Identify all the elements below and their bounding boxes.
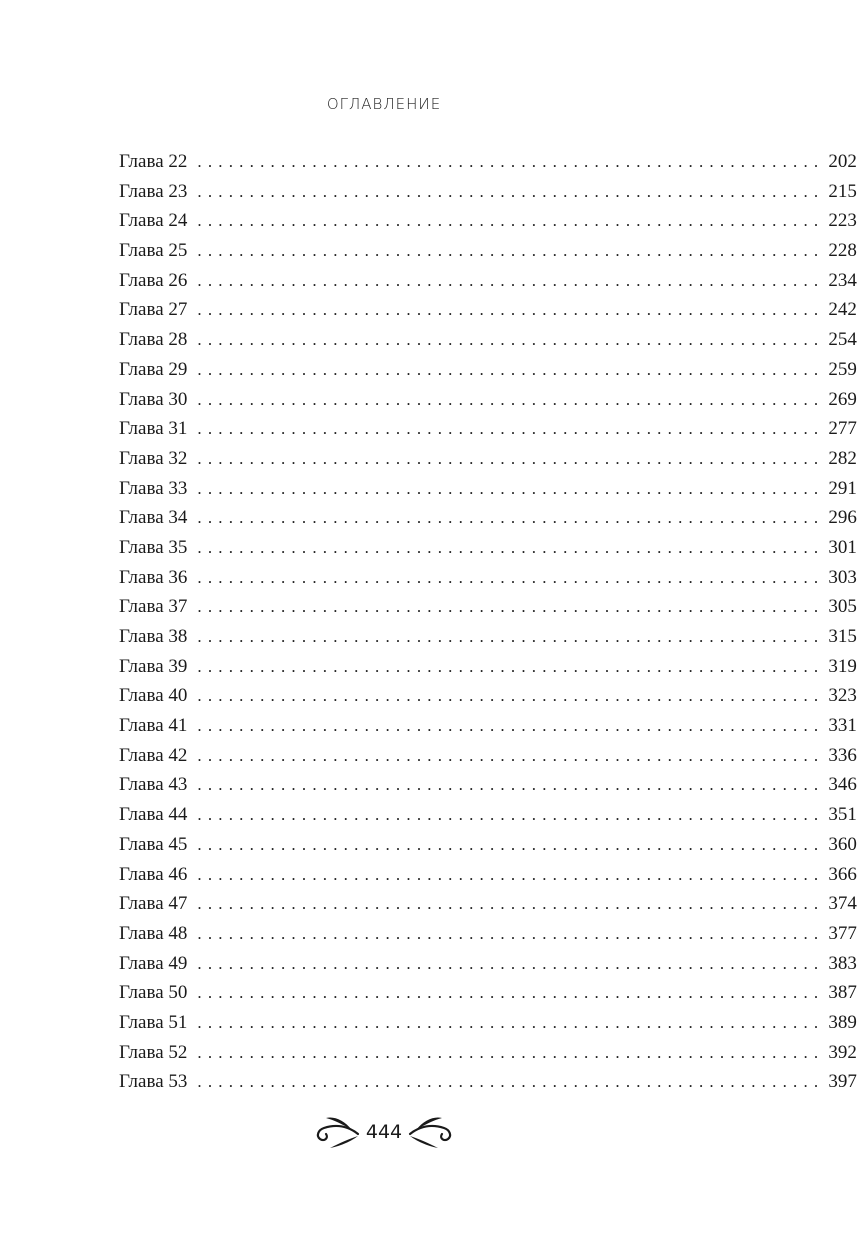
toc-entry-page: 282	[828, 447, 857, 469]
toc-dot-leader: ............................................................	[197, 419, 825, 439]
toc-entry-label: Глава 26	[119, 269, 188, 291]
toc-dot-leader: ............................................................	[197, 537, 825, 557]
toc-entry-page: 366	[828, 863, 857, 885]
toc-entry-page: 377	[828, 922, 857, 944]
toc-entry	[119, 355, 857, 385]
page-footer	[0, 1112, 768, 1152]
flourish-right-icon	[408, 1112, 454, 1152]
toc-entry-page: 303	[828, 566, 857, 588]
toc-entry	[119, 414, 857, 444]
toc-entry	[119, 652, 857, 682]
toc-dot-leader: ............................................................	[197, 834, 825, 854]
toc-entry-page: 202	[828, 151, 857, 172]
toc-entry-page: 360	[828, 833, 857, 855]
toc-entry-page: 269	[828, 388, 857, 410]
toc-entry-page: 223	[828, 210, 857, 232]
toc-entry-label: Глава 27	[119, 299, 188, 321]
toc-entry	[119, 295, 857, 325]
toc-dot-leader: ............................................................	[197, 923, 825, 943]
toc-entry-page: 296	[828, 507, 857, 529]
toc-entry-label: Глава 22	[119, 151, 188, 172]
toc-entry-label: Глава 40	[119, 685, 188, 707]
toc-dot-leader: ............................................................	[197, 241, 825, 261]
toc-entry-page: 319	[828, 655, 857, 677]
toc-entry	[119, 622, 857, 652]
toc-entry-label: Глава 51	[119, 1011, 188, 1033]
toc-entry-page: 389	[828, 1011, 857, 1033]
toc-entry	[119, 236, 857, 266]
toc-entry	[119, 978, 857, 1008]
page-title-text: оглавление	[326, 90, 442, 114]
toc-entry-label: Глава 33	[119, 477, 188, 499]
toc-entry-page: 374	[828, 893, 857, 915]
toc-entry-page: 392	[828, 1041, 857, 1063]
toc-dot-leader: ............................................................	[197, 656, 825, 676]
toc-entry-label: Глава 50	[119, 982, 188, 1004]
toc-entry	[119, 1008, 857, 1038]
toc-entry-label: Глава 25	[119, 240, 188, 262]
toc-dot-leader: ............................................................	[197, 1012, 825, 1032]
toc-entry-label: Глава 42	[119, 744, 188, 766]
toc-entry	[119, 1067, 857, 1097]
toc-entry-label: Глава 32	[119, 447, 188, 469]
toc-entry-label: Глава 23	[119, 180, 188, 202]
toc-entry	[119, 266, 857, 296]
toc-entry-label: Глава 39	[119, 655, 188, 677]
toc-entry-page: 259	[828, 358, 857, 380]
toc-dot-leader: ............................................................	[197, 953, 825, 973]
toc-entry	[119, 711, 857, 741]
toc-entry-label: Глава 31	[119, 418, 188, 440]
toc-entry-label: Глава 52	[119, 1041, 188, 1063]
toc-entry-page: 315	[828, 626, 857, 647]
toc-dot-leader: ............................................................	[197, 359, 825, 379]
toc-entry	[119, 919, 857, 949]
toc-entry	[119, 444, 857, 474]
toc-entry	[119, 1038, 857, 1068]
toc-entry-label: Глава 29	[119, 358, 188, 380]
toc-dot-leader: ............................................................	[197, 330, 825, 350]
toc-entry-page: 383	[828, 952, 857, 974]
toc-entry-label: Глава 24	[119, 210, 188, 232]
toc-dot-leader: ............................................................	[197, 508, 825, 528]
table-of-contents	[119, 147, 857, 1097]
toc-entry-page: 242	[828, 299, 857, 321]
toc-dot-leader: ............................................................	[197, 716, 825, 736]
page-title	[0, 90, 768, 114]
toc-entry-page: 301	[828, 536, 857, 558]
toc-entry-label: Глава 45	[119, 833, 188, 855]
toc-dot-leader: ............................................................	[197, 745, 825, 765]
toc-entry	[119, 770, 857, 800]
toc-dot-leader: ............................................................	[197, 627, 825, 646]
toc-entry	[119, 503, 857, 533]
toc-dot-leader: ............................................................	[197, 805, 825, 825]
toc-entry-page: 234	[828, 269, 857, 291]
toc-dot-leader: ............................................................	[197, 686, 825, 706]
toc-entry	[119, 800, 857, 830]
toc-entry-label: Глава 28	[119, 329, 188, 351]
toc-entry-label: Глава 37	[119, 596, 188, 618]
toc-entry-label: Глава 35	[119, 536, 188, 558]
toc-entry-page: 331	[828, 715, 857, 737]
toc-dot-leader: ............................................................	[197, 478, 825, 498]
toc-dot-leader: ............................................................	[197, 152, 825, 171]
toc-entry-page: 336	[828, 744, 857, 766]
toc-entry	[119, 830, 857, 860]
toc-dot-leader: ............................................................	[197, 567, 825, 587]
toc-entry	[119, 889, 857, 919]
toc-entry-label: Глава 36	[119, 566, 188, 588]
toc-entry	[119, 177, 857, 207]
toc-dot-leader: ............................................................	[197, 597, 825, 617]
toc-entry-label: Глава 53	[119, 1071, 188, 1093]
toc-entry-label: Глава 46	[119, 863, 188, 885]
toc-entry	[119, 385, 857, 415]
toc-dot-leader: ............................................................	[197, 983, 825, 1003]
toc-entry	[119, 147, 857, 177]
toc-entry-label: Глава 34	[119, 507, 188, 529]
toc-entry-page: 277	[828, 418, 857, 440]
toc-entry-page: 228	[828, 240, 857, 262]
toc-entry	[119, 592, 857, 622]
toc-entry	[119, 949, 857, 979]
toc-entry	[119, 206, 857, 236]
toc-entry-page: 305	[828, 596, 857, 618]
toc-entry-page: 351	[828, 804, 857, 826]
toc-entry	[119, 563, 857, 593]
toc-entry	[119, 860, 857, 890]
toc-entry-label: Глава 48	[119, 922, 188, 944]
toc-entry-label: Глава 47	[119, 893, 188, 915]
toc-entry-page: 387	[828, 982, 857, 1004]
toc-entry-page: 397	[828, 1071, 857, 1093]
toc-dot-leader: ............................................................	[197, 300, 825, 320]
toc-dot-leader: ............................................................	[197, 181, 825, 201]
toc-entry	[119, 741, 857, 771]
toc-dot-leader: ............................................................	[197, 389, 825, 409]
toc-entry-page: 291	[828, 477, 857, 499]
toc-dot-leader: ............................................................	[197, 1042, 825, 1062]
toc-dot-leader: ............................................................	[197, 894, 825, 914]
toc-entry-label: Глава 44	[119, 804, 188, 826]
toc-entry-page: 323	[828, 685, 857, 707]
toc-dot-leader: ............................................................	[197, 775, 825, 795]
flourish-left-icon	[314, 1112, 360, 1152]
page-number: 444	[365, 1121, 403, 1143]
toc-entry	[119, 325, 857, 355]
toc-entry-page: 346	[828, 774, 857, 796]
toc-entry	[119, 533, 857, 563]
toc-dot-leader: ............................................................	[197, 211, 825, 231]
toc-entry-label: Глава 38	[119, 626, 188, 647]
toc-entry-label: Глава 30	[119, 388, 188, 410]
toc-dot-leader: ............................................................	[197, 448, 825, 468]
toc-entry	[119, 681, 857, 711]
toc-entry-page: 215	[828, 180, 857, 202]
toc-entry-label: Глава 49	[119, 952, 188, 974]
toc-dot-leader: ............................................................	[197, 864, 825, 884]
toc-dot-leader: ............................................................	[197, 1072, 825, 1092]
toc-entry-label: Глава 43	[119, 774, 188, 796]
toc-entry-page: 254	[828, 329, 857, 351]
toc-entry	[119, 474, 857, 504]
toc-entry-label: Глава 41	[119, 715, 188, 737]
toc-dot-leader: ............................................................	[197, 270, 825, 290]
